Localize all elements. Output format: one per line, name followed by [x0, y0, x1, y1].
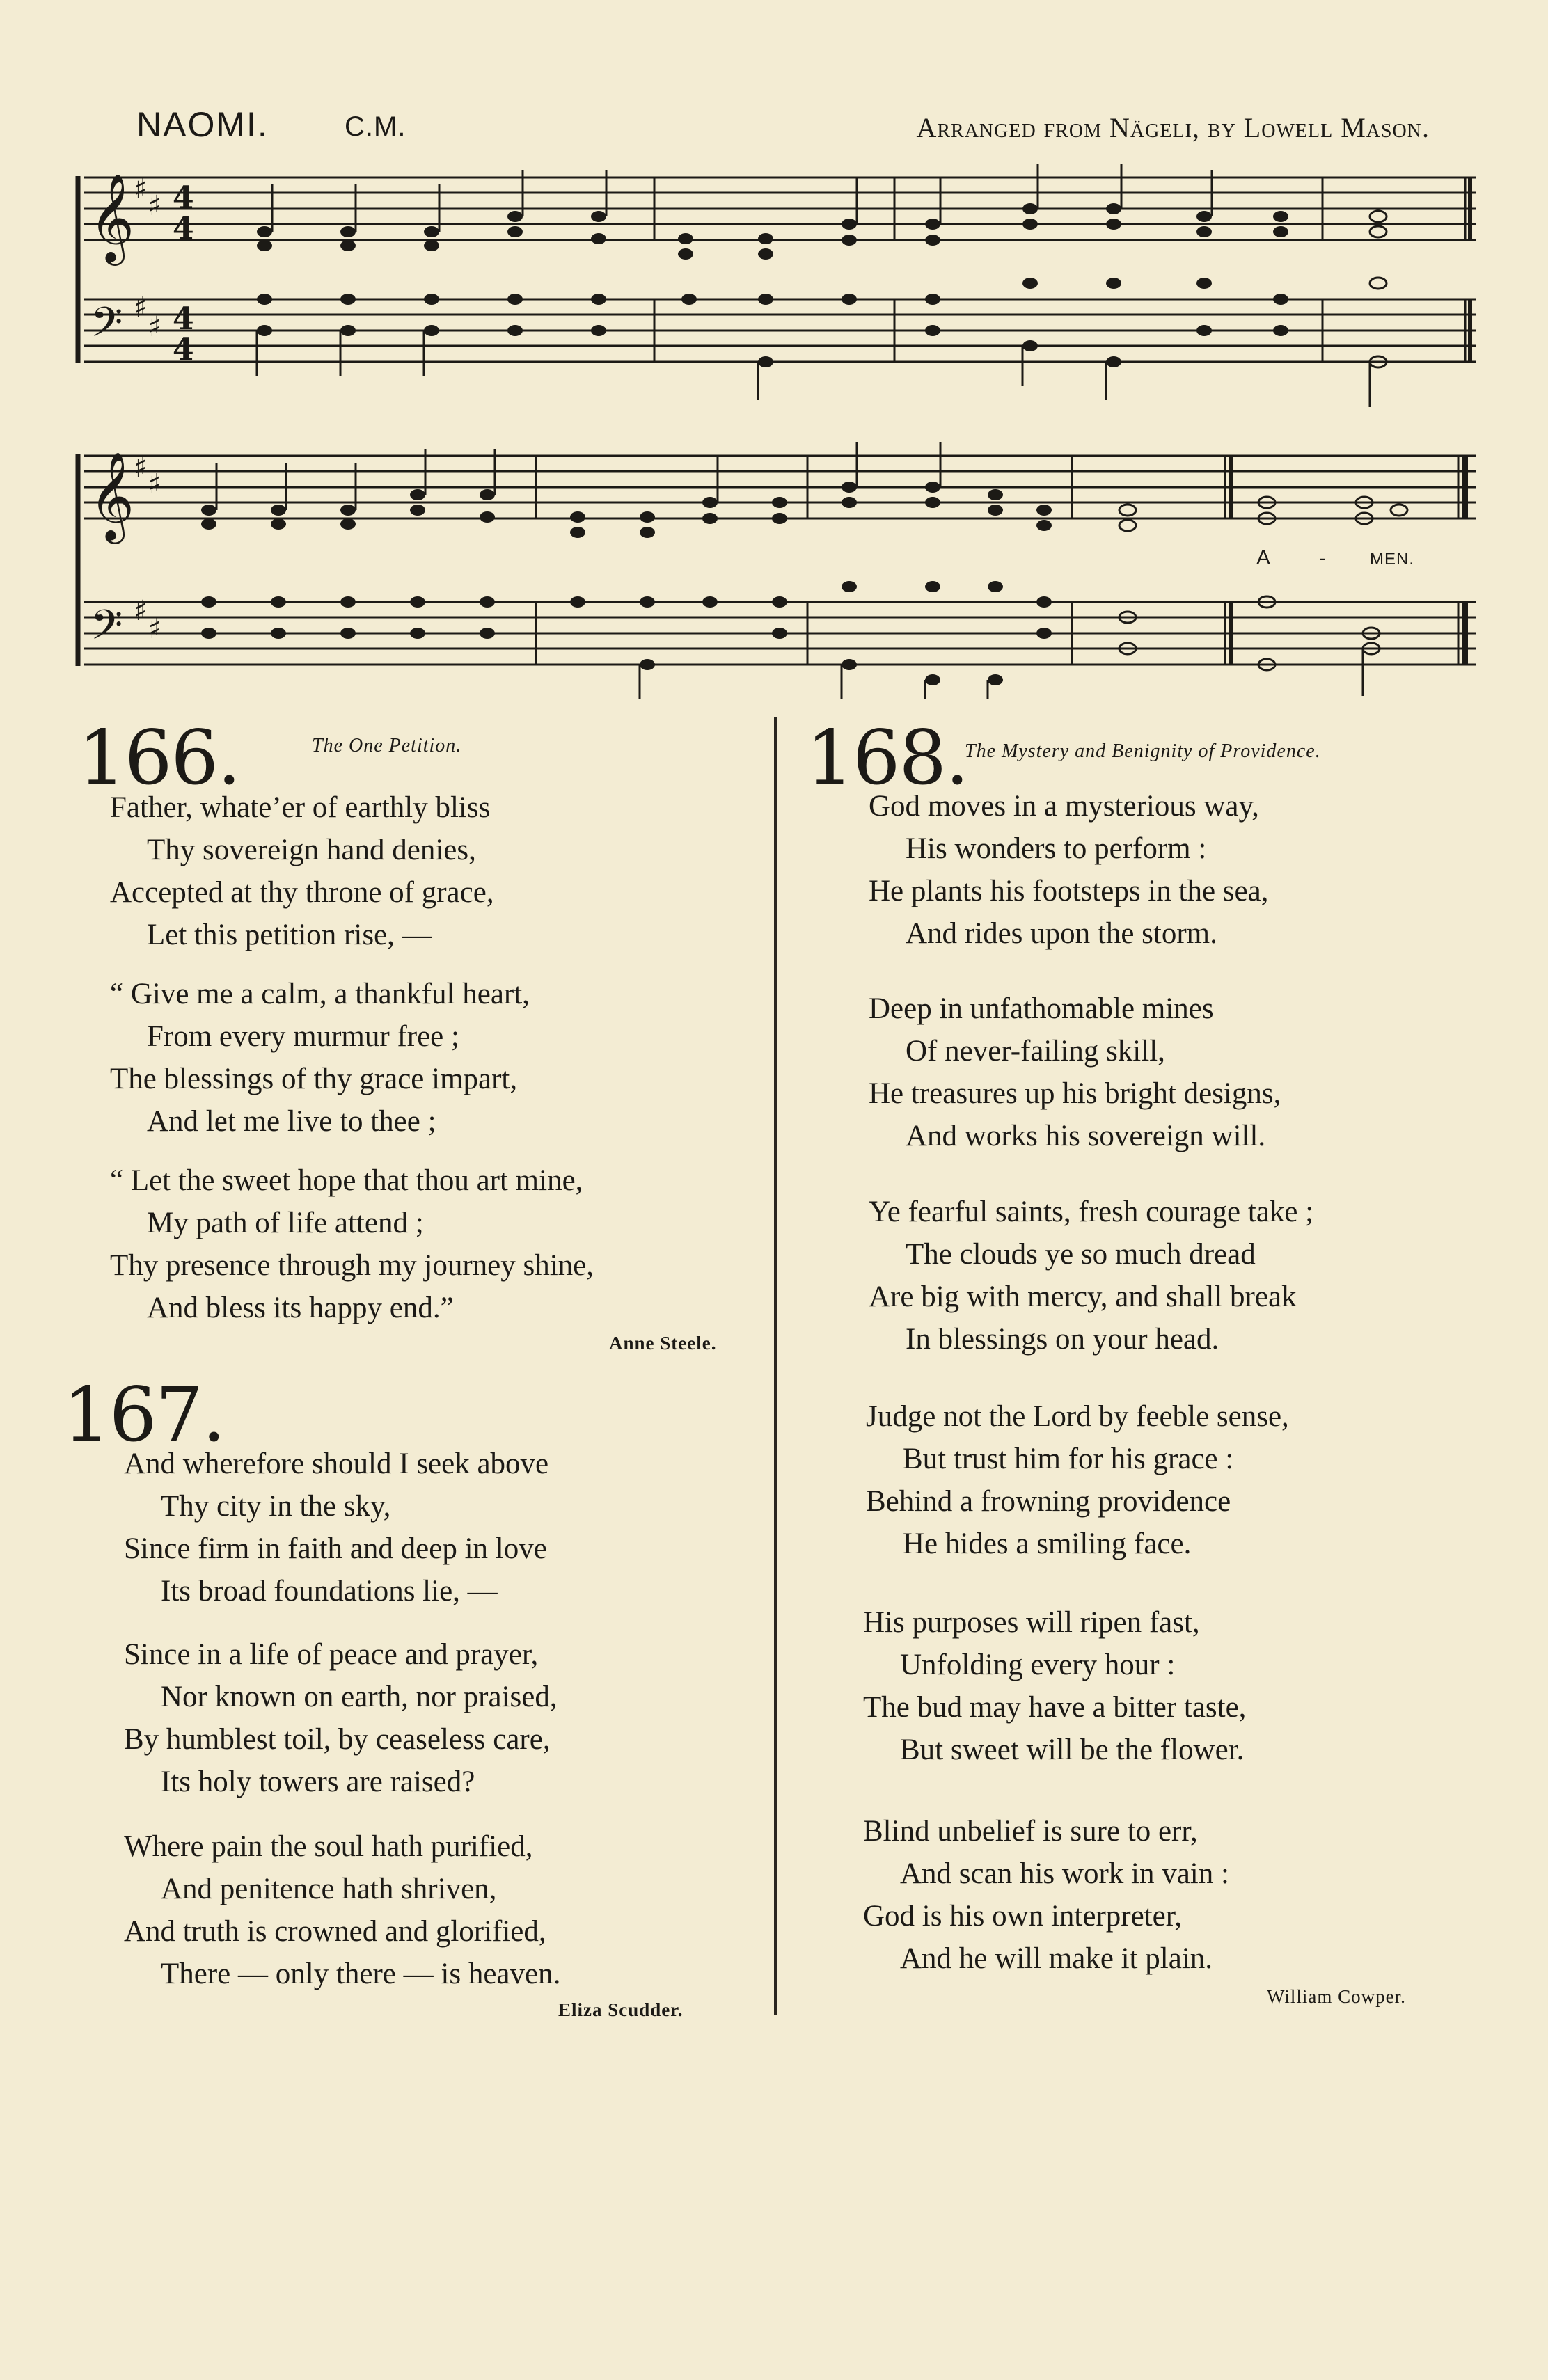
hymn-167-stanza-2: Since in a life of peace and prayer, Nor known on earth, nor praised, By humblest toil, by ceaseless care, Its holy towers are raised?	[124, 1638, 558, 1798]
note-stems	[216, 164, 1370, 699]
hymn-number-167: 167.	[63, 1372, 225, 1459]
svg-text:♯: ♯	[134, 452, 148, 484]
hymn-166-stanza-3: “ Let the sweet hope that thou art mine, My path of life attend ; Thy presence through my journey shine, And bless its happy end.”	[110, 1164, 594, 1324]
music-score	[70, 157, 1490, 699]
bass-clef-icon: 𝄢	[90, 601, 123, 659]
treble-clef-icon: 𝄞	[89, 173, 135, 262]
hymn-168-author: William Cowper.	[1267, 1986, 1406, 2007]
hymn-title-168: The Mystery and Benignity of Providence.	[965, 740, 1321, 762]
hymn-167-author: Eliza Scudder.	[558, 1999, 684, 2020]
svg-text:4: 4	[173, 211, 194, 246]
hymn-number-168: 168.	[806, 715, 968, 802]
amen-syllable-a: A	[1256, 546, 1271, 569]
hymn-166-stanza-2: “ Give me a calm, a thankful heart, From every murmur free ; The blessings of thy grace impart, And let me live to thee ;	[110, 978, 530, 1138]
hymn-168-stanza-1: God moves in a mysterious way, His wonders to perform : He plants his footsteps in the sea, And rides upon the storm.	[869, 790, 1269, 950]
tune-arranger: Arranged from Nägeli, by Lowell Mason.	[916, 112, 1430, 143]
clefs	[89, 173, 161, 659]
svg-text:♯: ♯	[148, 311, 161, 343]
time-signature	[173, 180, 194, 367]
hymn-number-166: 166.	[78, 715, 240, 802]
treble-clef-icon: 𝄞	[89, 451, 135, 540]
svg-text:4: 4	[173, 301, 194, 337]
tune-name: NAOMI.	[136, 105, 269, 144]
column-divider	[774, 717, 777, 2015]
note-heads	[201, 203, 1407, 685]
hymn-167-stanza-3: Where pain the soul hath purified, And penitence hath shriven, And truth is crowned and glorified, There — only there — is heaven.	[124, 1830, 561, 1990]
amen-syllable-men: MEN.	[1370, 550, 1414, 569]
svg-text:♯: ♯	[134, 595, 148, 627]
hymn-168-stanza-6: Blind unbelief is sure to err, And scan his work in vain : God is his own interpreter, And he will make it plain.	[863, 1815, 1229, 1975]
hymn-168-stanza-4: Judge not the Lord by feeble sense, But trust him for his grace : Behind a frowning providence He hides a smiling face.	[866, 1400, 1289, 1560]
hymn-title-166: The One Petition.	[312, 735, 462, 756]
hymn-166-author: Anne Steele.	[609, 1333, 717, 1354]
hymn-168-stanza-2: Deep in unfathomable mines Of never-failing skill, He treasures up his bright designs, And works his sovereign will.	[869, 992, 1281, 1152]
hymn-166-stanza-1: Father, whate’er of earthly bliss Thy sovereign hand denies, Accepted at thy throne of grace, Let this petition rise, —	[110, 791, 494, 951]
svg-text:♯: ♯	[134, 292, 148, 324]
staff-lines	[84, 177, 1476, 665]
tune-meter: C.M.	[345, 111, 406, 142]
svg-text:♯: ♯	[148, 613, 161, 645]
svg-text:♯: ♯	[148, 468, 161, 500]
svg-text:4: 4	[173, 332, 194, 367]
hymn-167-stanza-1: And wherefore should I seek above Thy city in the sky, Since firm in faith and deep in love Its broad foundations lie, —	[124, 1447, 549, 1608]
amen-hyphen: -	[1319, 546, 1326, 569]
svg-text:♯: ♯	[134, 173, 148, 205]
hymn-168-stanza-5: His purposes will ripen fast, Unfolding every hour : The bud may have a bitter taste, But sweet will be the flower.	[863, 1606, 1247, 1766]
hymn-168-stanza-3: Ye fearful saints, fresh courage take ; The clouds ye so much dread Are big with mercy, and shall break In blessings on your head.	[869, 1196, 1314, 1356]
svg-text:♯: ♯	[148, 190, 161, 222]
svg-text:4: 4	[173, 180, 194, 216]
bass-clef-icon: 𝄢	[90, 298, 123, 356]
